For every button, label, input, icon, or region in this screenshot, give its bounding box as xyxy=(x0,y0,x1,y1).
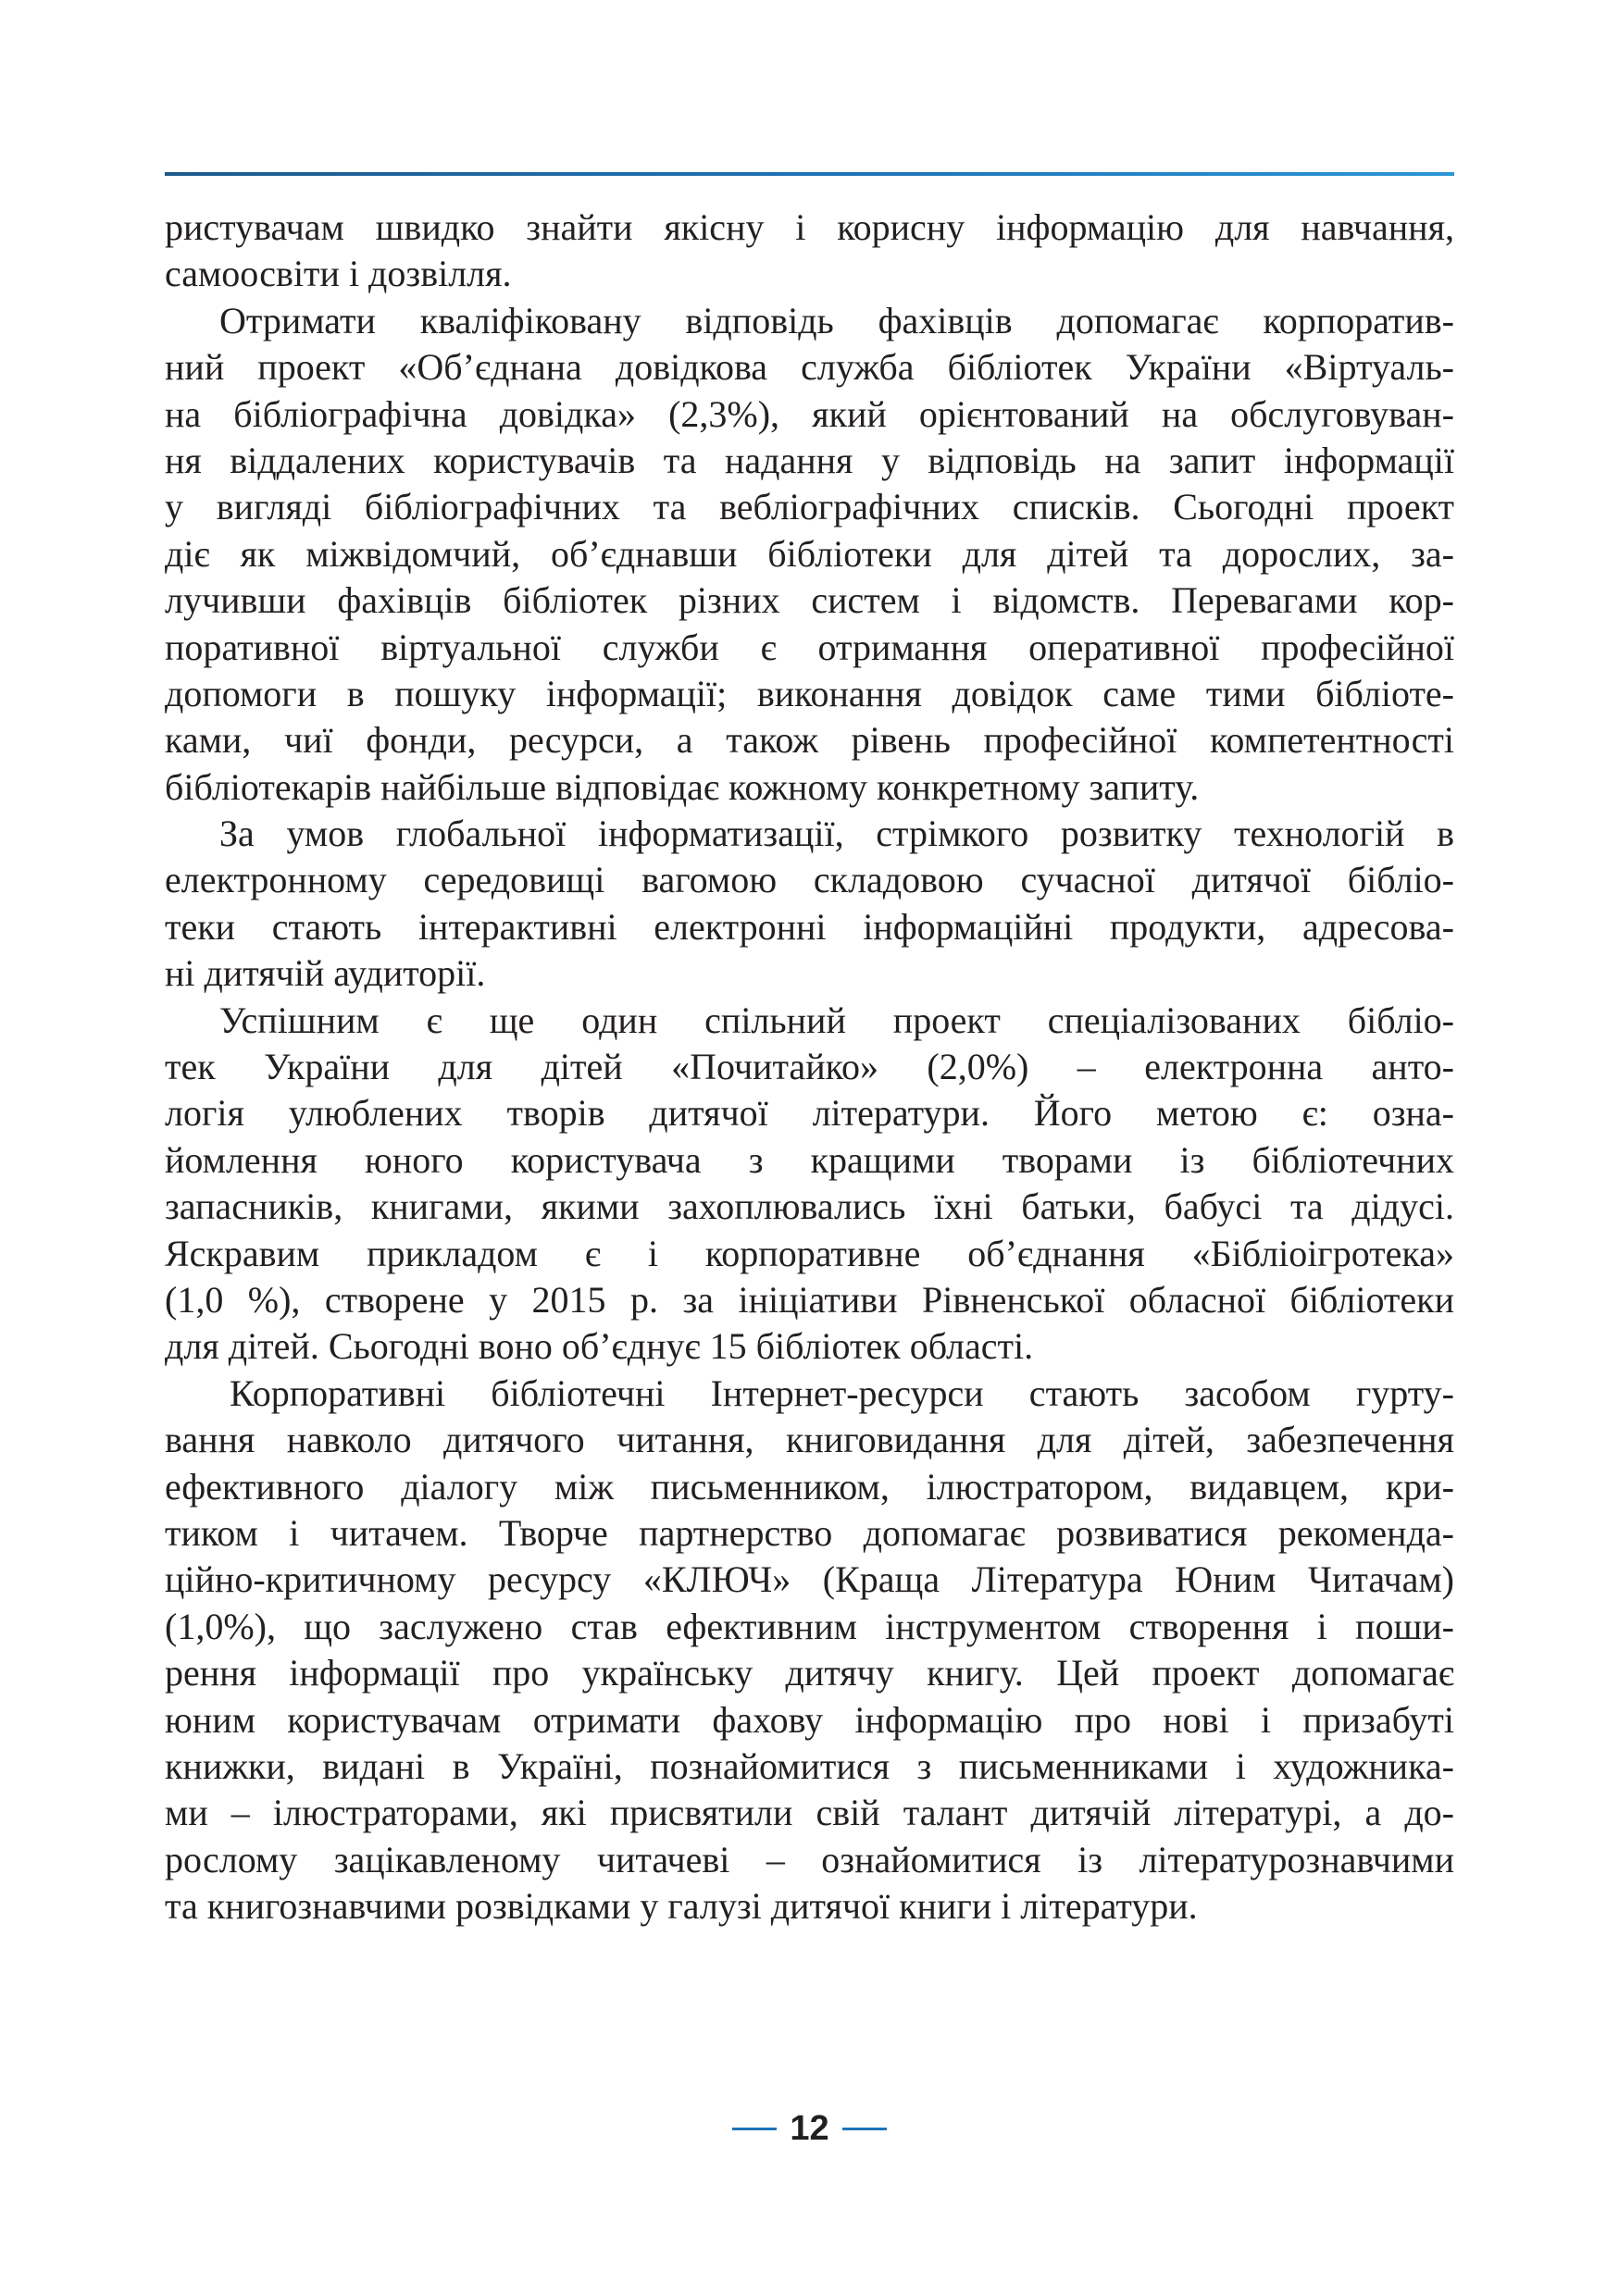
text-line: тиком і читачем. Творче партнерство допомагає розвиватися рекоменда- xyxy=(165,1511,1454,1554)
footer-dash-left xyxy=(732,2128,777,2130)
text-line: (1,0%), що заслужено став ефективним інструментом створення і поши- xyxy=(165,1605,1454,1647)
text-line: книжки, видані в Україні, познайомитися з письменниками і художника- xyxy=(165,1744,1454,1787)
text-line: рослому зацікавленому читачеві – ознайомитися із літературознавчими xyxy=(165,1838,1454,1880)
page-footer xyxy=(0,2106,1619,2151)
text-line: рення інформації про українську дитячу книгу. Цей проект допомагає xyxy=(165,1652,1454,1694)
text-line: у вигляді бібліографічних та вебліографічних списків. Сьогодні проект xyxy=(165,486,1454,528)
text-line: поративної віртуальної служби є отримання оперативної професійної xyxy=(165,626,1454,668)
text-line: запасників, книгами, якими захоплювались їхні батьки, бабусі та дідусі. xyxy=(165,1185,1454,1228)
text-line: Отримати кваліфіковану відповідь фахівців допомагає корпоратив- xyxy=(219,299,1454,341)
text-line: юним користувачам отримати фахову інформацію про нові і призабуті xyxy=(165,1698,1454,1741)
text-line: Яскравим прикладом є і корпоративне об’єднання «Бібліоігротека» xyxy=(165,1232,1454,1274)
text-line: Успішним є ще один спільний проект спеціалізованих бібліо- xyxy=(219,999,1454,1041)
text-line: За умов глобальної інформатизації, стрімкого розвитку технологій в xyxy=(219,813,1454,855)
text-line: на бібліографічна довідка» (2,3%), який орієнтований на обслуговуван- xyxy=(165,392,1454,435)
text-line: електронному середовищі вагомою складовою сучасної дитячої бібліо- xyxy=(165,859,1454,901)
text-line: ефективного діалогу між письменником, ілюстратором, видавцем, кри- xyxy=(165,1465,1454,1508)
text-line: ристувачам швидко знайти якісну і корисну інформацію для навчання, xyxy=(165,206,1454,248)
text-line: діє як міжвідомчий, об’єднавши бібліотеки для дітей та дорослих, за- xyxy=(165,532,1454,575)
text-line: ні дитячій аудиторії. xyxy=(165,952,486,995)
text-line: ня віддалених користувачів та надання у відповідь на запит інформації xyxy=(165,439,1454,481)
text-line: йомлення юного користувача з кращими творами із бібліотечних xyxy=(165,1138,1454,1181)
body-text xyxy=(165,205,1454,1930)
text-line: самоосвіти і дозвілля. xyxy=(165,253,512,295)
header-rule xyxy=(165,172,1454,176)
text-line: допомоги в пошуку інформації; виконання довідок саме тими бібліоте- xyxy=(165,672,1454,714)
text-line: ний проект «Об’єднана довідкова служба бібліотек України «Віртуаль- xyxy=(165,346,1454,389)
text-line: вання навколо дитячого читання, книговидання для дітей, забезпечення xyxy=(165,1419,1454,1461)
text-line: логія улюблених творів дитячої літератури. Його метою є: озна- xyxy=(165,1092,1454,1135)
text-line: ками, чиї фонди, ресурси, а також рівень професійної компетентності xyxy=(165,719,1454,762)
text-line: для дітей. Сьогодні воно об’єднує 15 бібліотек області. xyxy=(165,1325,1034,1368)
text-line: Корпоративні бібліотечні Інтернет-ресурси стають засобом гурту- xyxy=(230,1371,1454,1414)
text-line: ційно-критичному ресурсу «КЛЮЧ» (Краща Література Юним Читачам) xyxy=(165,1558,1454,1601)
text-line: та книгознавчими розвідками у галузі дитячої книги і літератури. xyxy=(165,1885,1198,1928)
page-number: 12 xyxy=(790,2108,829,2148)
text-line: тек України для дітей «Почитайко» (2,0%) – електронна анто- xyxy=(165,1046,1454,1088)
text-line: лучивши фахівців бібліотек різних систем і відомств. Перевагами кор- xyxy=(165,579,1454,622)
text-line: теки стають інтерактивні електронні інформаційні продукти, адресова- xyxy=(165,905,1454,948)
footer-dash-right xyxy=(842,2128,887,2130)
text-line: ми – ілюстраторами, які присвятили свій талант дитячій літературі, а до- xyxy=(165,1792,1454,1834)
text-line: (1,0 %), створене у 2015 р. за ініціативи Рівненської обласної бібліотеки xyxy=(165,1278,1454,1321)
text-line: бібліотекарів найбільше відповідає кожному конкретному запиту. xyxy=(165,765,1200,808)
